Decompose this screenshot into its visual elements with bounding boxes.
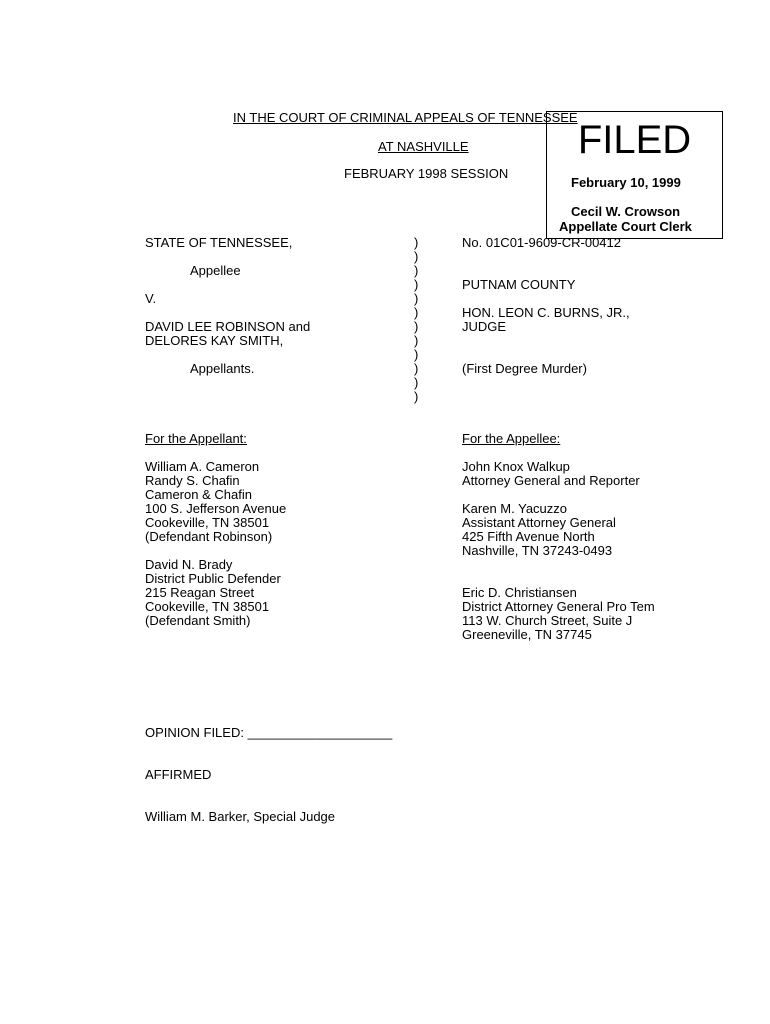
county: PUTNAM COUNTY	[462, 277, 576, 292]
case-number: No. 01C01-9609-CR-00412	[462, 235, 621, 250]
session-label: FEBRUARY 1998 SESSION	[344, 166, 509, 181]
counsel-line: Randy S. Chafin	[145, 473, 240, 488]
disposition: AFFIRMED	[145, 767, 212, 782]
counsel-line: John Knox Walkup	[462, 459, 570, 474]
appellant-counsel-block-1	[145, 460, 286, 544]
charge: (First Degree Murder)	[462, 361, 587, 376]
counsel-line: District Public Defender	[145, 571, 281, 586]
filed-stamp-title: FILED	[577, 118, 692, 162]
counsel-line: Karen M. Yacuzzo	[462, 501, 568, 516]
appellee-counsel-block-3	[462, 586, 655, 642]
appellants-role: Appellants.	[190, 361, 255, 376]
counsel-line: Cookeville, TN 38501	[145, 515, 270, 530]
counsel-line: District Attorney General Pro Tem	[462, 599, 655, 614]
judge-line-1: HON. LEON C. BURNS, JR.,	[462, 305, 630, 320]
counsel-line: (Defendant Smith)	[145, 613, 251, 628]
counsel-line: Eric D. Christiansen	[462, 585, 577, 600]
appellant-counsel-heading: For the Appellant:	[145, 431, 247, 446]
counsel-line: Attorney General and Reporter	[462, 473, 640, 488]
counsel-line: Cameron & Chafin	[145, 487, 252, 502]
counsel-line: 113 W. Church Street, Suite J	[462, 613, 633, 628]
filed-stamp-clerk-name: Cecil W. Crowson	[571, 204, 681, 219]
filed-stamp-date: February 10, 1999	[571, 175, 681, 190]
caption-parentheses: ) ) ) ) ) ) ) ) ) ) ) )	[414, 235, 419, 404]
counsel-line: Assistant Attorney General	[462, 515, 616, 530]
counsel-line: 425 Fifth Avenue North	[462, 529, 595, 544]
court-location: AT NASHVILLE	[378, 139, 469, 154]
appellee-party: STATE OF TENNESSEE,	[145, 235, 293, 250]
opinion-author: William M. Barker, Special Judge	[145, 809, 336, 824]
court-title: IN THE COURT OF CRIMINAL APPEALS OF TENNESSEE	[233, 110, 578, 125]
appellants-line-1: DAVID LEE ROBINSON and	[145, 319, 311, 334]
appellants-line-2: DELORES KAY SMITH,	[145, 333, 284, 348]
counsel-line: 215 Reagan Street	[145, 585, 255, 600]
appellant-counsel-block-2	[145, 558, 281, 628]
counsel-line: Greeneville, TN 37745	[462, 627, 592, 642]
appellee-counsel-block-2	[462, 502, 616, 558]
appellee-role: Appellee	[190, 263, 241, 278]
versus-label: V.	[145, 291, 157, 306]
opinion-filed-line: OPINION FILED: ____________________	[145, 725, 393, 740]
counsel-line: (Defendant Robinson)	[145, 529, 273, 544]
filed-stamp-clerk-title: Appellate Court Clerk	[559, 219, 692, 234]
counsel-line: David N. Brady	[145, 557, 233, 572]
counsel-line: William A. Cameron	[145, 459, 260, 474]
filed-stamp	[546, 111, 723, 239]
counsel-line: 100 S. Jefferson Avenue	[145, 501, 287, 516]
judge-line-2: JUDGE	[462, 319, 507, 334]
appellee-counsel-heading: For the Appellee:	[462, 431, 561, 446]
appellee-counsel-block-1	[462, 460, 640, 488]
counsel-line: Cookeville, TN 38501	[145, 599, 270, 614]
counsel-line: Nashville, TN 37243-0493	[462, 543, 613, 558]
